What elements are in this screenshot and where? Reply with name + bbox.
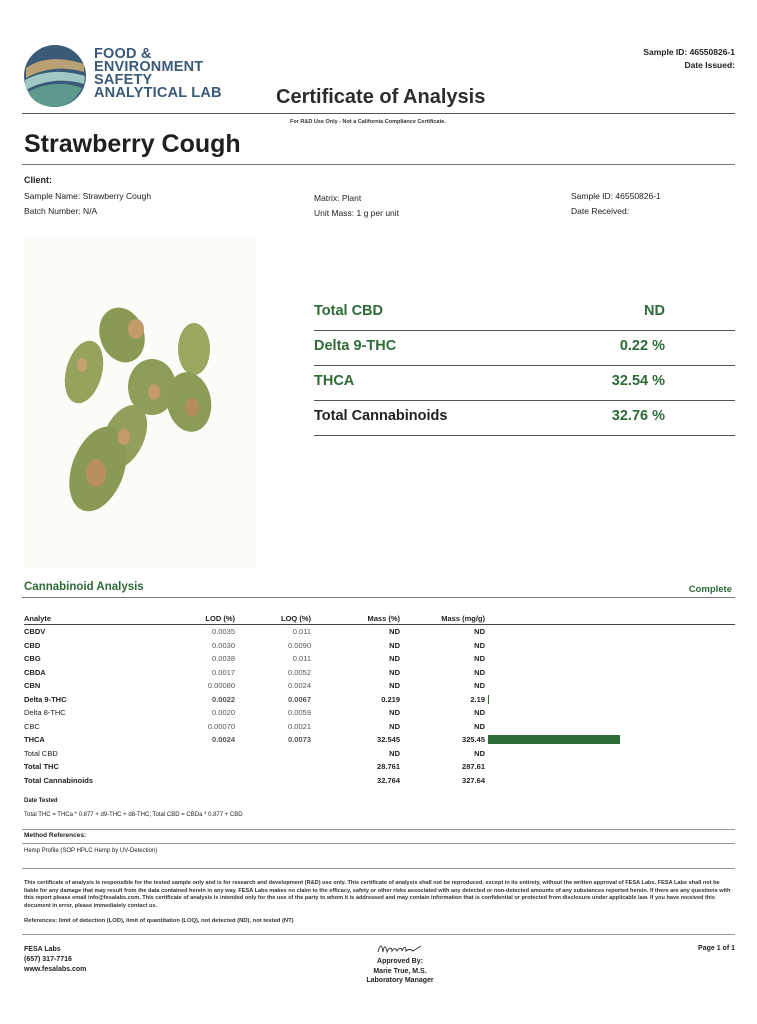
analyte-cell: Total THC: [24, 762, 59, 771]
sample-name: Sample Name: Strawberry Cough: [24, 191, 152, 201]
lod-cell: 0.0030: [212, 640, 235, 650]
mass-mg-cell: 327.64: [462, 775, 485, 785]
company-name: FESA Labs: [24, 946, 61, 953]
date-received: Date Received:: [571, 205, 630, 216]
method-references-label: Method References:: [24, 832, 87, 839]
summary-value: 32.54 %: [611, 373, 665, 389]
mass-pct-cell: ND: [389, 627, 400, 636]
header-date-issued: Date Issued:: [684, 59, 735, 70]
title-divider: [22, 164, 735, 165]
lod-cell: 0.00070: [207, 721, 235, 731]
client-label: Client:: [24, 175, 52, 185]
analyte-cell: Total CBD: [24, 748, 58, 758]
company-website: www.fesalabs.com: [24, 966, 87, 973]
analyte-cell: CBC: [24, 721, 40, 731]
table-row: [24, 774, 735, 788]
summary-row: [314, 366, 735, 401]
mass-mg-cell: ND: [474, 627, 485, 636]
footer-company: [24, 945, 86, 975]
summary-name: THCA: [314, 373, 355, 389]
column-header: Analyte: [24, 614, 52, 623]
mass-mg-cell: 2.19: [470, 694, 485, 704]
status-badge: Complete: [688, 584, 732, 595]
loq-cell: 0.0090: [288, 640, 311, 650]
table-row: [24, 625, 735, 639]
summary-row: [314, 331, 735, 366]
divider: [22, 829, 735, 830]
mass-pct-cell: ND: [389, 667, 400, 677]
analyte-cell: Delta 9-THC: [24, 694, 67, 704]
approved-by-label: Approved By:: [377, 958, 423, 965]
loq-cell: 0.011: [292, 654, 311, 663]
method-reference: Hemp Profile (SOP HPLC Hemp by UV-Detection): [24, 848, 158, 854]
footer-divider: [22, 934, 735, 935]
loq-cell: 0.0021: [288, 721, 311, 731]
sample-info-left: [24, 189, 151, 218]
summary-value: 0.22 %: [619, 338, 665, 354]
date-tested: Date Tested: [24, 798, 58, 804]
lab-name-line: FOOD &: [94, 46, 152, 62]
column-header: Mass (mg/g): [441, 614, 485, 623]
mass-mg-cell: 287.61: [462, 762, 485, 771]
unit-mass: Unit Mass: 1 g per unit: [314, 207, 400, 218]
batch-number: Batch Number: N/A: [24, 205, 98, 216]
analyte-cell: Delta 8-THC: [24, 708, 66, 717]
sample-info-middle: [314, 191, 399, 220]
references: References: limit of detection (LOD), limit of quantitation (LOQ), not detected (ND), not tested (NT): [24, 918, 294, 924]
summary-value: 32.76 %: [611, 408, 665, 424]
loq-cell: 0.011: [292, 627, 311, 636]
mass-mg-cell: ND: [474, 640, 485, 650]
analyte-cell: CBDV: [24, 627, 46, 636]
lab-name-line: SAFETY: [94, 72, 153, 88]
column-header: LOQ (%): [281, 614, 311, 623]
mass-mg-cell: ND: [474, 667, 485, 677]
lod-cell: 0.0038: [212, 654, 235, 663]
summary-value: ND: [644, 303, 665, 319]
loq-cell: 0.0052: [288, 667, 311, 677]
matrix: Matrix: Plant: [314, 193, 362, 203]
disclaimer: This certificate of analysis is responsible for the tested sample only and is for research and development (R&D) use only. This certificate of analysis shall not be reproduced, except in its entirety, without the written approval of FESA Labs. FESA Labs shall not be liable for any damage that may result from the data contained herein in any way. FESA Labs makes no claim to the efficacy, safety or other risks associated with any detected or non-detected amounts of any substances reported herein. If there are any questions with this report please email info@fesalabs.com. This certificate of analysis is intended only for the use of the party to whom it is addressed and may contain information that is confidential or protected from disclosure under applicable law. If you have received this document in error, please immediately contact us.: [24, 880, 731, 909]
rd-note: For R&D Use Only - Not a California Compliance Certificate.: [290, 119, 446, 125]
mass-bar: [488, 695, 489, 704]
lod-cell: 0.0022: [212, 694, 235, 704]
divider: [22, 868, 735, 869]
mass-pct-cell: ND: [389, 681, 400, 690]
lab-name-line: ANALYTICAL LAB: [94, 85, 222, 101]
analysis-divider: [22, 597, 735, 598]
lod-cell: 0.0017: [212, 667, 235, 677]
summary-row: [314, 401, 735, 436]
column-header: LOD (%): [205, 614, 235, 623]
product-name: Strawberry Cough: [24, 130, 241, 158]
page-number: Page 1 of 1: [698, 945, 735, 952]
analyte-cell: CBN: [24, 681, 41, 690]
table-row: [24, 693, 735, 707]
summary-name: Delta 9-THC: [314, 338, 397, 354]
mass-bar: [488, 735, 620, 744]
table-row: [24, 760, 735, 774]
lab-name: [94, 48, 222, 100]
loq-cell: 0.0073: [288, 735, 311, 744]
table-row: [24, 666, 735, 680]
loq-cell: 0.0067: [288, 694, 311, 704]
mass-pct-cell: ND: [389, 721, 400, 731]
mass-pct-cell: ND: [389, 640, 400, 650]
lod-cell: 0.0024: [212, 735, 235, 744]
header-meta: [643, 46, 735, 71]
mass-mg-cell: ND: [474, 681, 485, 690]
loq-cell: 0.0059: [288, 708, 311, 717]
total-formula: Total THC = THCa * 0.877 + d9-THC + d8-THC; Total CBD = CBDa * 0.877 + CBD: [24, 812, 243, 818]
lod-cell: 0.0020: [212, 708, 235, 717]
mass-pct-cell: 32.545: [377, 735, 400, 744]
summary-name: Total Cannabinoids: [314, 408, 448, 424]
table-header: [24, 612, 735, 625]
table-row: [24, 733, 735, 747]
cannabinoid-table: [24, 612, 735, 787]
mass-pct-cell: 32.764: [377, 775, 400, 785]
lod-cell: 0.00080: [207, 681, 235, 690]
table-row: [24, 720, 735, 734]
fesa-logo-icon: [22, 44, 88, 108]
divider: [22, 843, 735, 844]
mass-mg-cell: ND: [474, 654, 485, 663]
table-row: [24, 639, 735, 653]
analyte-cell: THCA: [24, 735, 45, 744]
mass-pct-cell: ND: [389, 748, 400, 758]
page-title: Certificate of Analysis: [276, 86, 486, 108]
signature-icon: [375, 940, 425, 956]
mass-mg-cell: 325.45: [462, 735, 485, 744]
lab-name-line: ENVIRONMENT: [94, 59, 204, 75]
potency-summary: [314, 296, 735, 436]
table-row: [24, 706, 735, 720]
table-row: [24, 747, 735, 761]
table-row: [24, 652, 735, 666]
sample-info-right: [571, 189, 661, 218]
approval-block: [330, 940, 470, 986]
analyte-cell: CBD: [24, 640, 41, 650]
mass-mg-cell: ND: [474, 748, 485, 758]
mass-pct-cell: 28.761: [377, 762, 400, 771]
analysis-title: Cannabinoid Analysis: [24, 581, 144, 593]
header-sample-id: Sample ID: 46550826-1: [643, 47, 735, 57]
summary-row: [314, 296, 735, 331]
analyte-cell: CBDA: [24, 667, 46, 677]
mass-pct-cell: ND: [389, 708, 400, 717]
approver-title: Laboratory Manager: [366, 977, 434, 984]
mass-mg-cell: ND: [474, 708, 485, 717]
product-photo: [24, 237, 256, 567]
approver-name: Marie True, M.S.: [373, 967, 427, 975]
table-row: [24, 679, 735, 693]
loq-cell: 0.0024: [288, 681, 311, 690]
lod-cell: 0.0035: [212, 627, 235, 636]
column-header: Mass (%): [367, 614, 400, 623]
sample-id: Sample ID: 46550826-1: [571, 191, 661, 201]
company-phone: (657) 317-7716: [24, 956, 72, 963]
table-body: [24, 625, 735, 787]
analyte-cell: Total Cannabinoids: [24, 775, 94, 785]
mass-pct-cell: ND: [389, 654, 400, 663]
analyte-cell: CBG: [24, 654, 41, 663]
summary-name: Total CBD: [314, 303, 384, 319]
header-divider: [22, 113, 735, 114]
mass-mg-cell: ND: [474, 721, 485, 731]
mass-pct-cell: 0.219: [381, 694, 400, 704]
